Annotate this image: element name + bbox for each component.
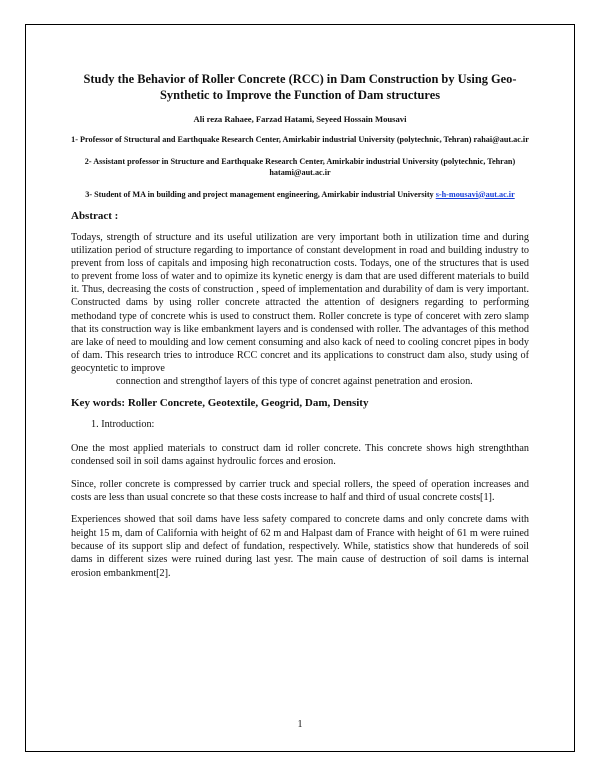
intro-paragraph-1: One the most applied materials to construct dam id roller concrete. This concrete shows high strengththan condensed soil in soil dams against hydroulic forces and erosion. [71, 443, 529, 468]
document-page [25, 24, 575, 752]
author-list: Ali reza Rahaee, Farzad Hatami, Seyeed Hossain Mousavi [193, 114, 407, 124]
intro-paragraph-2: Since, roller concrete is compressed by carrier truck and special rollers, the speed of operation increases and costs are less than usual concrete so that these costs increase to half and third of usual concrete costs[1]. [71, 478, 529, 504]
keywords: Key words: Roller Concrete, Geotextile, Geogrid, Dam, Density [71, 397, 369, 410]
abstract-text: Todays, strength of structure and its useful utilization are very important both in utilization time and during utilization period of structure regarding to importance of constant development in road and building industry to prevent from loss of capitals and imposing high reconatruction costs. Todays, one of the structures that is used to prevent frome loss of water and to opimize its kynetic energy is dam that are used different materials to build it. Thus, decreasing the costs of construction , speed of implementation and durability of dam is very important. Constructed dams by using roller concrete attracted the attention of designers regarding to performing methodand type of concrete whis is used to construct them. Roller concrete is type of conceret with zero slamp that its construction way is like embankment layers and is condensed with roller. The advantages of this method are lake of need to moulding and low cement consuming and also kack of need to cooling concret pipes in body of dam. This research tries to introduce RCC concret and its applications to construct dam also, study using of geocyntetic to improve [71, 232, 529, 374]
affiliation-3 [71, 189, 529, 201]
affiliation-2: 2- Assistant professor in Structure and Earthquake Research Center, Amirkabir industrial University (polytechnic, Tehran) hatami@aut.ac.ir [84, 156, 516, 177]
page-content [71, 71, 529, 589]
affiliation-3-email-link[interactable]: s-h-mousavi@aut.ac.ir [435, 189, 515, 199]
section-heading-introduction: 1. Introduction: [91, 419, 155, 431]
affiliation-3-text: 3- Student of MA in building and project management engineering, Amirkabir industrial University [85, 189, 436, 199]
intro-paragraph-3: Experiences showed that soil dams have less safety compared to concrete dams and only concrete dams with height 15 m, dam of California with height of 62 m and Halpast dam of France with height of 61 m were ruined because of its support slip and defect of fundation, respectively. While, statistics show that hundereds of soil dams in different sizes were ruined during last yesr. The main cause of destruction of soil dams is internal erosion embankment[2]. [71, 514, 529, 579]
abstract-last-line: connection and strengthof layers of this type of concret against penetration and erosion. [116, 376, 473, 388]
affiliation-1: 1- Professor of Structural and Earthquake Research Center, Amirkabir industrial University (polytechnic, Tehran) rahai@aut.ac.ir [71, 135, 529, 144]
page-number: 1 [297, 719, 303, 730]
abstract-heading: Abstract : [71, 210, 119, 222]
paper-title: Study the Behavior of Roller Concrete (RCC) in Dam Construction by Using Geo-Synthetic to Improve the Function of Dam structures [83, 72, 517, 102]
abstract-body [71, 231, 529, 388]
